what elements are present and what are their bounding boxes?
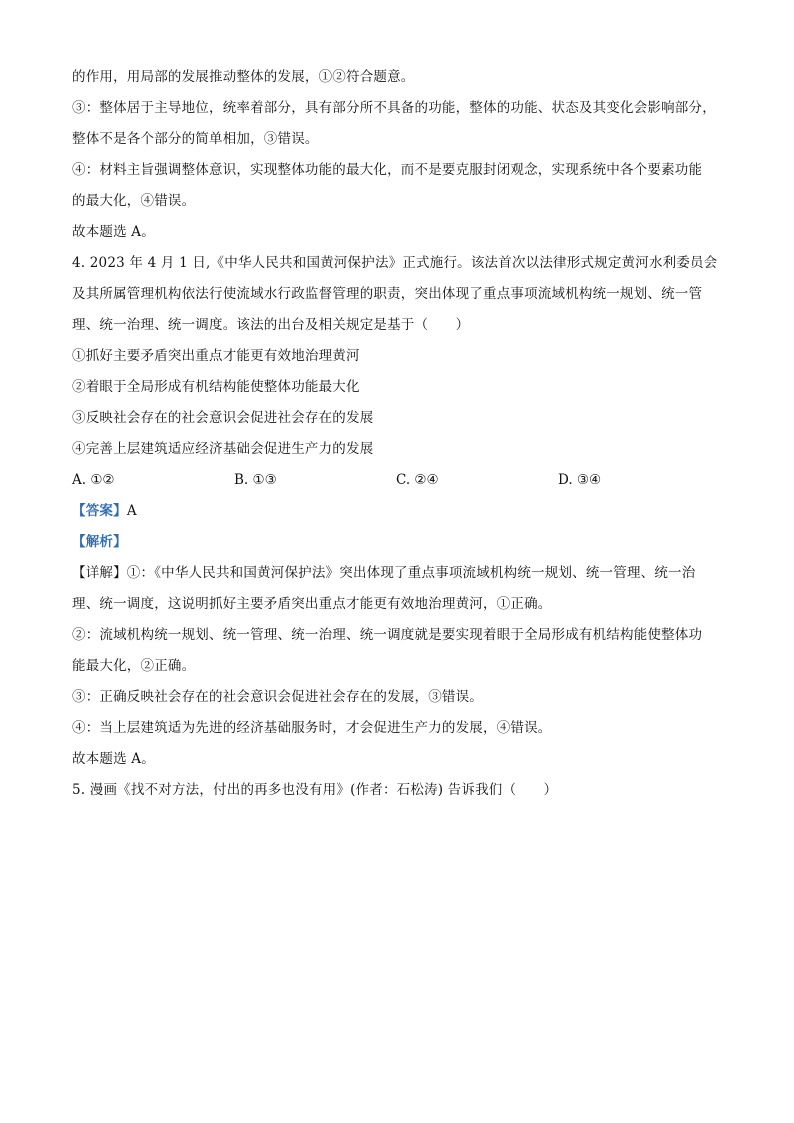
question-4-item-4: ④完善上层建筑适应经济基础会促进生产力的发展 [72,441,374,457]
detail-line-6: ④：当上层建筑适为先进的经济基础服务时，才会促进生产力的发展，④错误。 [72,720,552,736]
question-4-stem-line-2: 及其所属管理机构依法行使流域水行政监督管理的职责，突出体现了重点事项流域机构统一规划、统一管 [72,286,703,302]
option-c: C. ②④ [396,472,439,488]
question-4-conclusion: 故本题选 A。 [72,751,155,767]
question-4-options [72,465,732,496]
option-d: D. ③④ [558,472,602,488]
question-4-item-3: ③反映社会存在的社会意识会促进社会存在的发展 [72,410,374,426]
analysis-label: 【解析】 [72,534,127,550]
continuation-conclusion: 故本题选 A。 [72,224,155,240]
question-4-stem-line-1: 4. 2023 年 4 月 1 日,《中华人民共和国黄河保护法》正式施行。该法首次以法律形式规定黄河水利委员会 [72,255,718,271]
detail-line-5: ③：正确反映社会存在的社会意识会促进社会存在的发展，③错误。 [72,689,483,705]
continuation-line-3: 整体不是各个部分的简单相加，③错误。 [72,131,319,147]
question-4-stem-line-3: 理、统一治理、统一调度。该法的出台及相关规定是基于（ ） [72,317,470,333]
option-a: A. ①② [72,472,115,488]
detail-line-1: 【详解】①：《中华人民共和国黄河保护法》突出体现了重点事项流域机构统一规划、统一管理、统一治 [72,565,696,581]
detail-line-3: ②：流域机构统一规划、统一管理、统一治理、统一调度就是要实现着眼于全局形成有机结构能使整体功 [72,627,703,643]
continuation-line-4: ④：材料主旨强调整体意识，实现整体功能的最大化，而不是要克服封闭观念，实现系统中各个要素功能 [72,162,703,178]
option-b: B. ①③ [234,472,277,488]
answer-label: 【答案】 [72,503,127,519]
question-4-item-1: ①抓好主要矛盾突出重点才能更有效地治理黄河 [72,348,360,364]
document-page [72,62,732,806]
answer-value: A [126,503,137,519]
question-5-stem: 5. 漫画《找不对方法，付出的再多也没有用》(作者：石松涛) 告诉我们（ ） [72,782,558,798]
continuation-line-5: 的最大化，④错误。 [72,193,196,209]
analysis-line [72,527,732,558]
continuation-line-1: 的作用，用局部的发展推动整体的发展，①②符合题意。 [72,69,415,85]
answer-line [72,496,732,527]
detail-line-2: 理、统一调度，这说明抓好主要矛盾突出重点才能更有效地治理黄河，①正确。 [72,596,552,612]
question-4-item-2: ②着眼于全局形成有机结构能使整体功能最大化 [72,379,360,395]
detail-line-4: 能最大化，②正确。 [72,658,196,674]
continuation-line-2: ③：整体居于主导地位，统率着部分，具有部分所不具备的功能，整体的功能、状态及其变化会影响部分， [72,100,716,116]
